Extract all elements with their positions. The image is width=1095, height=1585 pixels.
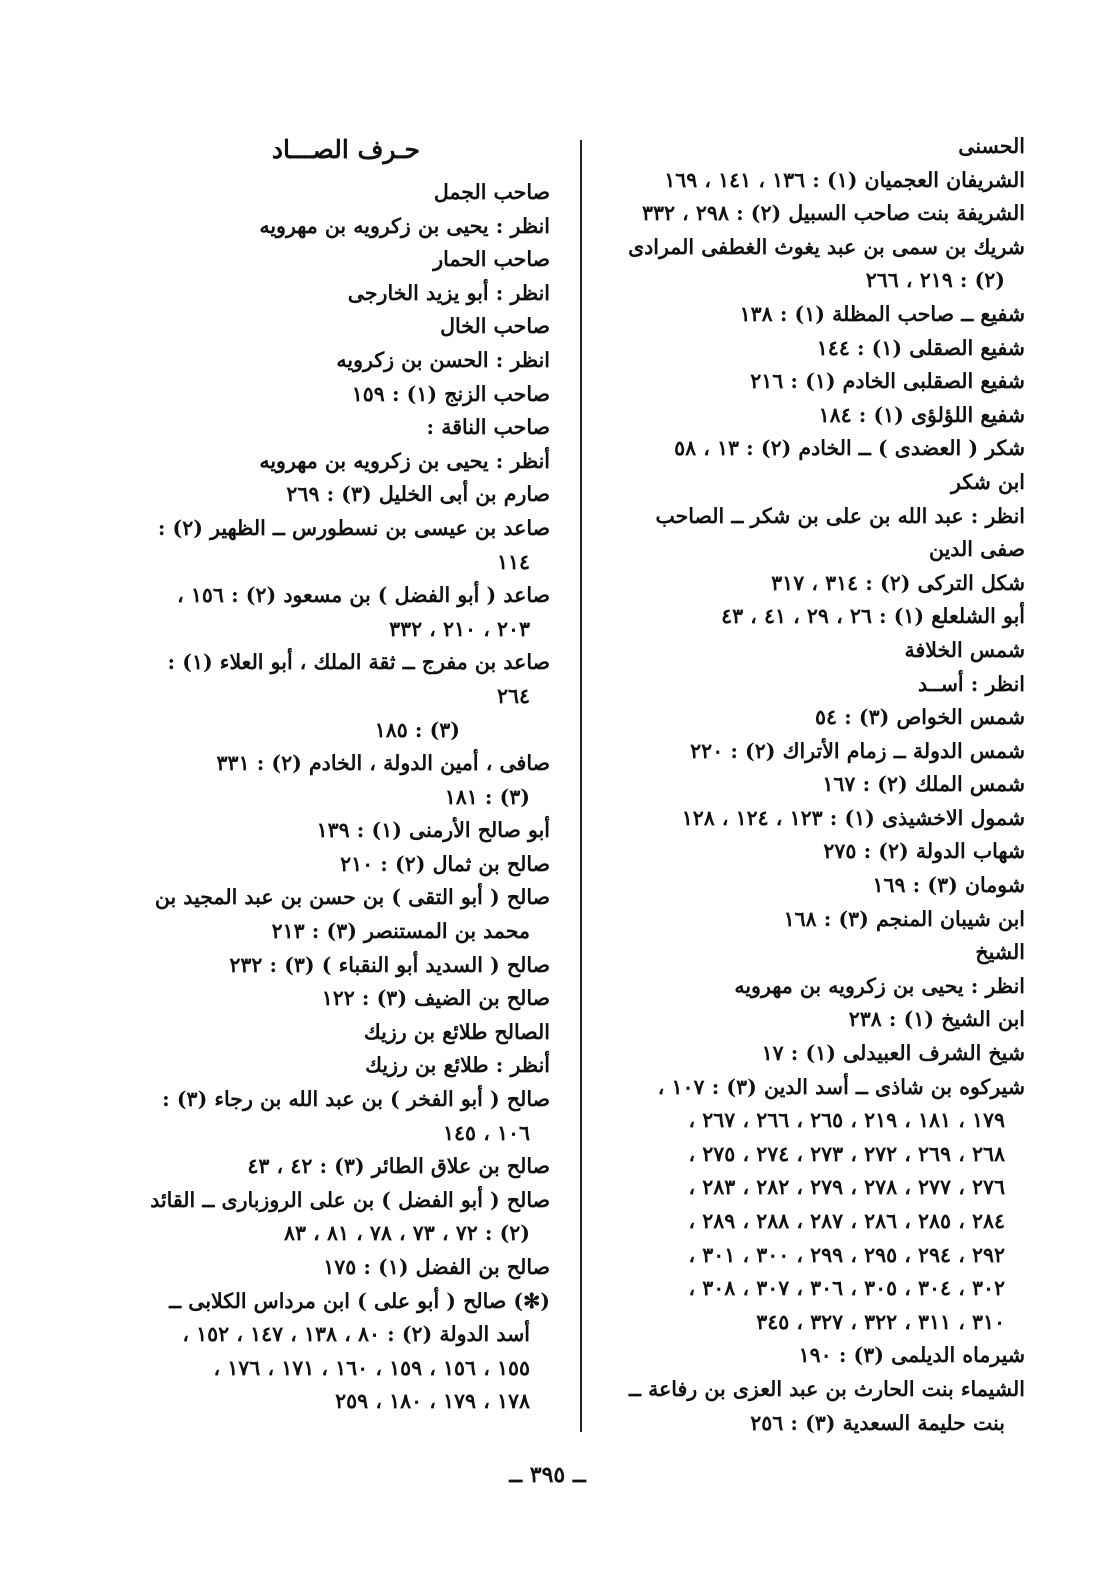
index-entry-line: شكر ( العضدى ) ــ الخادم (٢) : ١٣ ، ٥٨ <box>674 436 1025 461</box>
index-entry-line: انظر : يحيى بن زكرويه بن مهرويه <box>734 973 1025 998</box>
index-entry-line: الحسنى <box>958 134 1025 158</box>
index-entry-line: انظر : أســد <box>917 671 1025 696</box>
index-entry-line: ١١٤ <box>496 549 530 574</box>
index-entry-line: صاحب الناقة : <box>426 415 550 440</box>
index-entry-line: صالح ( أبو الفضل ) بن على الروزبارى ــ القائد <box>150 1187 550 1212</box>
index-entry-line: صاعد بن مفرج ــ ثقة الملك ، أبو العلاء (١) : <box>167 650 550 675</box>
index-entry-line: شهاب الدولة (٢) : ٢٧٥ <box>823 839 1025 864</box>
index-entry-line: الصالح طلائع بن رزيك <box>363 1019 550 1044</box>
index-entry-line: صاعد ( أبو الفضل ) بن مسعود (٢) : ١٥٦ ، <box>177 583 550 608</box>
index-entry-line: ١٠٦ ، ١٤٥ <box>443 1120 530 1145</box>
index-entry-line: الشريفة بنت صاحب السبيل (٢) : ٢٩٨ ، ٣٣٢ <box>641 201 1025 226</box>
index-entry-line: ١٧٩ ، ١٨١ ، ٢١٩ ، ٢٦٥ ، ٢٦٦ ، ٢٦٧ ، <box>688 1108 1005 1133</box>
index-entry-line: صالح ( السديد أبو النقباء ) (٣) : ٢٣٢ <box>229 952 550 977</box>
index-entry-line: صالح بن الضيف (٣) : ١٢٢ <box>321 986 550 1011</box>
index-entry-line: الشيماء بنت الحارث بن عبد العزى بن رفاعة ــ <box>628 1376 1025 1401</box>
index-entry-line: أنظر : طلائع بن رزيك <box>365 1053 550 1078</box>
index-entry-line: صاعد بن عيسى بن نسطورس ــ الظهير (٢) : <box>157 515 550 540</box>
index-entry-line: ٢٩٢ ، ٢٩٤ ، ٢٩٥ ، ٢٩٩ ، ٣٠٠ ، ٣٠١ ، <box>688 1242 1005 1267</box>
index-entry-line: ٢٧٦ ، ٢٧٧ ، ٢٧٨ ، ٢٧٩ ، ٢٨٢ ، ٢٨٣ ، <box>688 1175 1005 1200</box>
index-entry-line: ٢٨٤ ، ٢٨٥ ، ٢٨٦ ، ٢٨٧ ، ٢٨٨ ، ٢٨٩ ، <box>688 1209 1005 1233</box>
index-entry-line: ٢٦٨ ، ٢٦٩ ، ٢٧٢ ، ٢٧٣ ، ٢٧٤ ، ٢٧٥ ، <box>688 1141 1005 1166</box>
page-number: ــ ٣٩٥ ــ <box>509 1462 586 1488</box>
index-entry-line: صافى ، أمين الدولة ، الخادم (٢) : ٣٣١ <box>216 751 550 776</box>
index-entry-line: (✻) صالح ( أبو على ) ابن مرداس الكلابى ــ <box>169 1288 550 1313</box>
index-entry-line: شيركوه بن شاذى ــ أسد الدين (٣) : ١٠٧ ، <box>657 1074 1025 1099</box>
index-entry-line: (٣) : ١٨١ <box>444 784 530 809</box>
index-entry-line: صاحب الخال <box>440 314 550 339</box>
index-entry-line: صفى الدين <box>928 537 1025 562</box>
index-entry-line: شومان (٣) : ١٦٩ <box>872 873 1025 898</box>
index-entry-line: ٢٠٣ ، ٢١٠ ، ٣٣٢ <box>389 616 530 641</box>
index-entry-line: ابن شكر <box>951 469 1025 494</box>
index-entry-line: صالح ( أبو الفخر ) بن عبد الله بن رجاء (٣) : <box>162 1087 550 1112</box>
index-entry-line: شمس الملك (٢) : ١٦٧ <box>822 772 1025 797</box>
index-entry-line: ١٧٨ ، ١٧٩ ، ١٨٠ ، ٢٥٩ <box>335 1389 530 1414</box>
index-entry-line: صاحب الزنج (١) : ١٥٩ <box>351 381 550 406</box>
index-entry-line: صارم بن أبى الخليل (٣) : ٢٦٩ <box>286 482 550 507</box>
index-entry-line: شمول الاخشيذى (١) : ١٢٣ ، ١٢٤ ، ١٢٨ <box>681 805 1025 830</box>
index-column-right <box>535 130 1025 1440</box>
index-entry-line: صالح بن ثمال (٢) : ٢١٠ <box>340 851 550 876</box>
index-entry-line: الشيخ <box>975 940 1025 965</box>
index-entry-line: صاحب الحمار <box>433 247 550 272</box>
index-entry-line: محمد بن المستنصر (٣) : ٢١٣ <box>271 919 530 944</box>
index-entry-line: بنت حليمة السعدية (٣) : ٢٥٦ <box>750 1410 1005 1435</box>
index-entry-line: أبو الشلعلع (١) : ٢٦ ، ٢٩ ، ٤١ ، ٤٣ <box>721 604 1025 629</box>
index-entry-line: شفيع الصقلى (١) : ١٤٤ <box>816 335 1025 360</box>
index-entry-line: ١٥٥ ، ١٥٦ ، ١٥٩ ، ١٦٠ ، ١٧١ ، ١٧٦ ، <box>213 1355 530 1380</box>
index-entry-line: (٣) : ١٨٥ <box>374 717 460 742</box>
index-entry-line: شيخ الشرف العبيدلى (١) : ١٧ <box>761 1041 1025 1066</box>
index-entry-line: انظر : عبد الله بن على بن شكر ــ الصاحب <box>655 503 1025 528</box>
index-entry-line: ابن شيبان المنجم (٣) : ١٦٨ <box>783 906 1025 931</box>
index-entry-line: ٣٠٢ ، ٣٠٤ ، ٣٠٥ ، ٣٠٦ ، ٣٠٧ ، ٣٠٨ ، <box>688 1276 1005 1301</box>
index-entry-line: انظر : الحسن بن زكرويه <box>336 347 550 372</box>
index-entry-line: شيرماه الديلمى (٣) : ١٩٠ <box>798 1343 1025 1368</box>
index-entry-line: شفيع الصقلبى الخادم (١) : ٢١٦ <box>750 369 1025 394</box>
index-entry-line: صالح بن علاق الطائر (٣) : ٤٢ ، ٤٣ <box>247 1154 550 1179</box>
index-entry-line: صاحب الجمل <box>433 180 550 204</box>
index-entry-line: شمس الخواص (٣) : ٥٤ <box>815 705 1025 730</box>
index-entry-line: (٢) : ٧٢ ، ٧٣ ، ٧٨ ، ٨١ ، ٨٣ <box>284 1221 530 1246</box>
index-entry-line: أنظر : يحيى بن زكرويه بن مهرويه <box>259 448 550 473</box>
index-entry-line: انظر : يحيى بن زكرويه بن مهرويه <box>259 213 550 238</box>
index-entry-line: شكل التركى (٢) : ٣١٤ ، ٣١٧ <box>771 570 1025 595</box>
column-divider <box>580 140 582 1432</box>
index-column-left <box>120 130 550 1419</box>
index-entry-line: شفيع ــ صاحب المظلة (١) : ١٣٨ <box>739 301 1025 326</box>
index-entry-line: شفيع اللؤلؤى (١) : ١٨٤ <box>818 402 1025 427</box>
index-entry-line: ابن الشيخ (١) : ٢٣٨ <box>848 1007 1025 1032</box>
index-entry-line: شريك بن سمى بن عبد يغوث الغطفى المرادى <box>628 234 1025 259</box>
index-entry-line: ٢٦٤ <box>496 683 530 708</box>
section-heading: حـرف الصـــاد <box>271 135 420 164</box>
index-entry-line: انظر : أبو يزيد الخارجى <box>347 280 550 305</box>
index-entry-line: أسد الدولة (٢) : ٨٠ ، ١٣٨ ، ١٤٧ ، ١٥٢ ، <box>182 1322 530 1347</box>
index-entry-line: شمس الدولة ــ زمام الأتراك (٢) : ٢٢٠ <box>690 738 1025 763</box>
index-entry-line: شمس الخلافة <box>904 637 1025 662</box>
index-entry-line: صالح بن الفضل (١) : ١٧٥ <box>323 1255 550 1279</box>
index-entry-line: صالح ( أبو التقى ) بن حسن بن عبد المجيد بن <box>154 885 550 910</box>
index-entry-line: ٣١٠ ، ٣١١ ، ٣٢٢ ، ٣٢٧ ، ٣٤٥ <box>756 1309 1005 1334</box>
index-entry-line: أبو صالح الأرمنى (١) : ١٣٩ <box>316 818 550 843</box>
index-entry-line: (٢) : ٢١٩ ، ٢٦٦ <box>865 268 1005 293</box>
index-entry-line: الشريفان العجميان (١) : ١٣٦ ، ١٤١ ، ١٦٩ <box>664 167 1025 192</box>
